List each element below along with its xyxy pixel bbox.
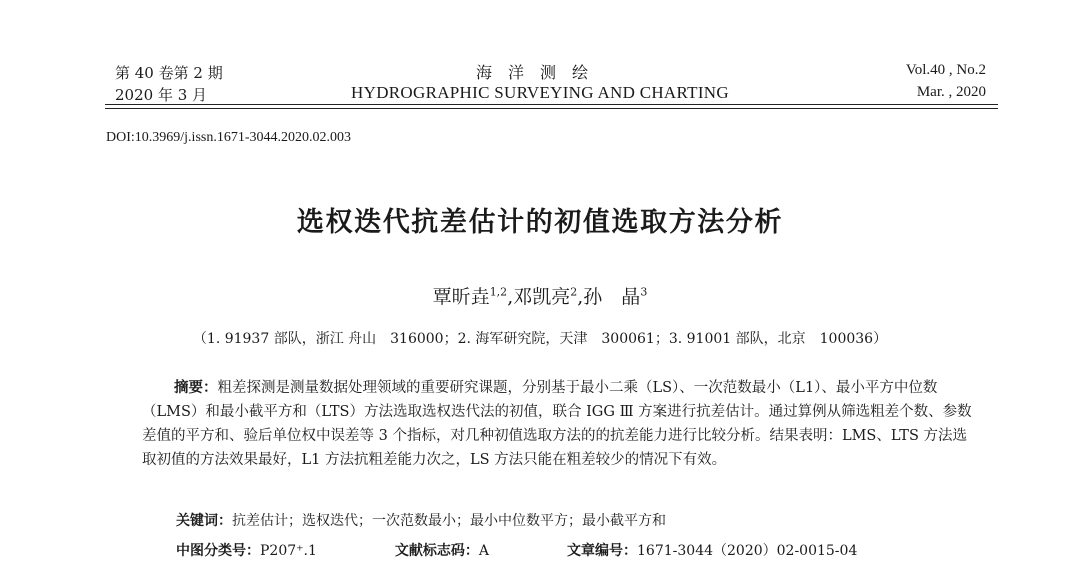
- doc-code-label: 文献标志码：: [394, 543, 479, 559]
- author-list: [0, 282, 1080, 309]
- author-name: 邓凯亮: [513, 286, 571, 308]
- doc-code-value: A: [478, 543, 490, 559]
- author-name: 覃昕垚: [432, 286, 490, 308]
- clc-label: 中图分类号：: [176, 543, 260, 559]
- header-rule-thick: [105, 104, 998, 105]
- abstract-text: 粗差探测是测量数据处理领域的重要研究课题，分别基于最小二乘（LS）、一次范数最小（L1）、最小平方中位数（LMS）和最小截平方和（LTS）方法选取选权迭代法的初值，联合 IGG Ⅲ 方案进行抗差估计。通过算例从筛选粗差个数、参数差值的平方和、验后单位权中误差等 3 个指标，对几种初值选取方法的的抗差能力进行比较分析。结果表明：LMS、LTS 方法选取初值的方法效果最好，L1 方法抗粗差能力次之，LS 方法只能在粗差较少的情况下有效。: [142, 380, 972, 468]
- author-separator: ,: [577, 286, 584, 308]
- article-no-value: 1671-3044（2020）02-0015-04: [637, 543, 858, 559]
- affiliations: （1. 91937 部队，浙江 舟山 316000；2. 海军研究院，天津 300061；3. 91001 部队，北京 100036）: [192, 331, 888, 347]
- abstract-paragraph: [142, 376, 980, 472]
- classification-line: [176, 540, 857, 560]
- keywords: [176, 510, 666, 530]
- abstract: [142, 376, 980, 472]
- header-rule-thin: [105, 108, 998, 109]
- volume-issue-en: Vol.40 , No.2: [905, 62, 986, 78]
- author-separator: ,: [507, 286, 514, 308]
- author-affiliation-index: 1,2: [489, 285, 508, 299]
- date-en: Mar. , 2020: [916, 84, 986, 100]
- journal-name-en: HYDROGRAPHIC SURVEYING AND CHARTING: [351, 83, 729, 102]
- article-no-label: 文章编号：: [567, 543, 638, 559]
- keywords-text: 抗差估计；选权迭代；一次范数最小；最小中位数平方；最小截平方和: [232, 513, 666, 529]
- clc-value: P207⁺.1: [260, 543, 317, 559]
- author-affiliation-index: 2: [570, 285, 578, 299]
- author-name: 孙 晶: [583, 286, 641, 308]
- date-cn: 2020 年 3 月: [115, 86, 208, 104]
- abstract-label: 摘要：: [174, 380, 218, 396]
- journal-name-cn: 海洋测绘: [475, 63, 604, 82]
- author-affiliation-index: 3: [640, 285, 648, 299]
- volume-issue-cn: 第 40 卷第 2 期: [115, 64, 223, 82]
- doi[interactable]: DOI:10.3969/j.issn.1671-3044.2020.02.003: [106, 130, 351, 145]
- keywords-label: 关键词：: [176, 513, 232, 529]
- article-title: 选权迭代抗差估计的初值选取方法分析: [296, 207, 784, 238]
